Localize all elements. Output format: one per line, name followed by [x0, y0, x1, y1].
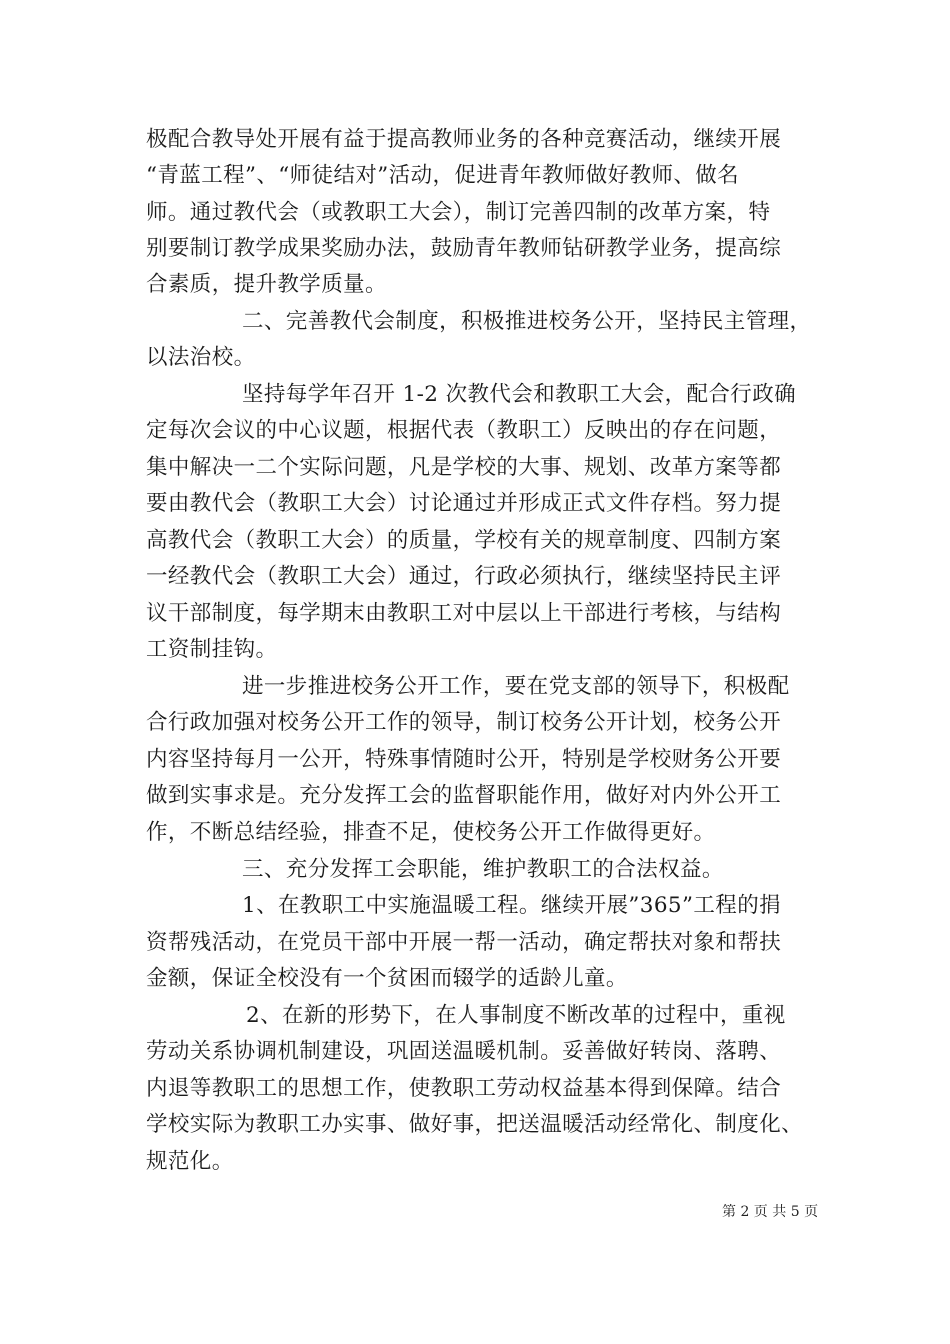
- section-heading-2: 二、完善教代会制度，积极推进校务公开，坚持民主管理，: [242, 309, 812, 334]
- body-line: 合素质，提升教学质量。: [146, 272, 387, 297]
- body-line: 内容坚持每月一公开，特殊事情随时公开，特别是学校财务公开要: [146, 747, 782, 772]
- body-line: 工资制挂钩。: [146, 637, 278, 662]
- body-line: 资帮残活动，在党员干部中开展一帮一活动，确定帮扶对象和帮扶: [146, 930, 782, 955]
- body-line: 集中解决一二个实际问题，凡是学校的大事、规划、改革方案等都: [146, 455, 782, 480]
- body-line: 作，不断总结经验，排查不足，使校务公开工作做得更好。: [146, 820, 716, 845]
- page-number-footer: 第 2 页 共 5 页: [722, 1204, 819, 1220]
- section-heading-3: 三、充分发挥工会职能，维护教职工的合法权益。: [242, 857, 724, 882]
- body-line: 规范化。: [146, 1149, 234, 1174]
- body-line: 坚持每学年召开 1-2 次教代会和教职工大会，配合行政确: [242, 382, 796, 407]
- body-line: 2、在新的形势下，在人事制度不断改革的过程中，重视: [246, 1003, 786, 1028]
- body-line: 1、在教职工中实施温暖工程。继续开展”365”工程的捐: [242, 893, 782, 918]
- body-line: 学校实际为教职工办实事、做好事，把送温暖活动经常化、制度化、: [146, 1112, 804, 1137]
- body-line: 要由教代会（教职工大会）讨论通过并形成正式文件存档。努力提: [146, 491, 782, 516]
- body-line: 高教代会（教职工大会）的质量，学校有关的规章制度、四制方案: [146, 528, 782, 553]
- body-line: 做到实事求是。充分发挥工会的监督职能作用，做好对内外公开工: [146, 783, 782, 808]
- body-line: 内退等教职工的思想工作，使教职工劳动权益基本得到保障。结合: [146, 1076, 782, 1101]
- body-line: 金额，保证全校没有一个贫困而辍学的适龄儿童。: [146, 966, 628, 991]
- body-line: 一经教代会（教职工大会）通过，行政必须执行，继续坚持民主评: [146, 564, 782, 589]
- body-line: 进一步推进校务公开工作，要在党支部的领导下，积极配: [242, 674, 790, 699]
- body-line: 极配合教导处开展有益于提高教师业务的各种竞赛活动，继续开展: [146, 127, 782, 152]
- body-line: 劳动关系协调机制建设，巩固送温暖机制。妥善做好转岗、落聘、: [146, 1039, 782, 1064]
- body-line: 师。通过教代会（或教职工大会），制订完善四制的改革方案，特: [146, 200, 771, 225]
- body-line: 定每次会议的中心议题，根据代表（教职工）反映出的存在问题，: [146, 418, 782, 443]
- body-line: 合行政加强对校务公开工作的领导，制订校务公开计划，校务公开: [146, 710, 782, 735]
- body-line: 别要制订教学成果奖励办法，鼓励青年教师钻研教学业务，提高综: [146, 236, 782, 261]
- body-line: 议干部制度，每学期末由教职工对中层以上干部进行考核，与结构: [146, 601, 782, 626]
- body-line: “青蓝工程”、“师徒结对”活动，促进青年教师做好教师、做名: [146, 163, 740, 188]
- body-line: 以法治校。: [146, 345, 256, 370]
